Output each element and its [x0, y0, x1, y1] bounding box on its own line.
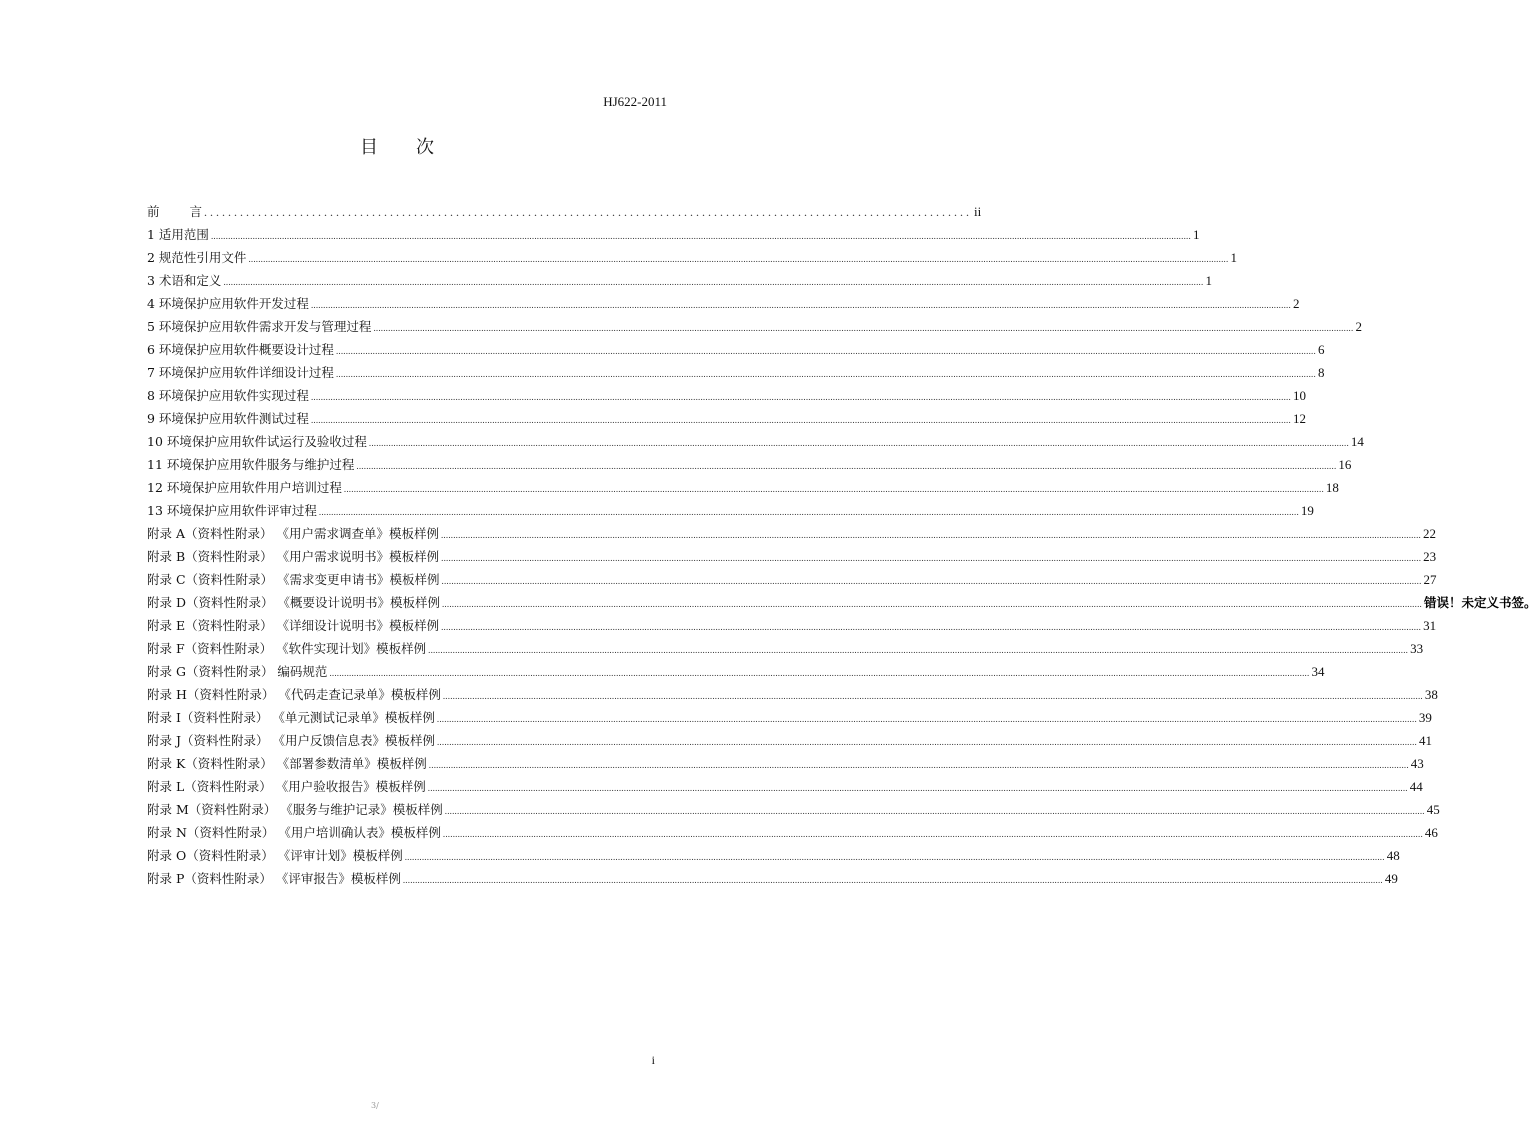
- toc-dot-leader: ................................................................................................................................................................................................................................................................................................................................................................................................................: [441, 553, 1422, 563]
- toc-entry-page: 1: [1205, 273, 1212, 288]
- toc-entry-page: 46: [1424, 825, 1438, 840]
- toc-entry-label: 附录 K（资料性附录） 《部署参数清单》模板样例: [147, 756, 427, 771]
- toc-entry-page: 27: [1423, 572, 1437, 587]
- toc-entry-page: 38: [1424, 687, 1438, 702]
- toc-entry-page: 34: [1311, 664, 1325, 679]
- toc-entry-page: 14: [1350, 434, 1364, 449]
- toc-entry-label: 附录 J（资料性附录） 《用户反馈信息表》模板样例: [147, 733, 435, 748]
- toc-entry-label: 8 环境保护应用软件实现过程: [147, 388, 309, 403]
- document-code: HJ622-2011: [603, 94, 667, 109]
- toc-entry-label: 1 适用范围: [147, 227, 209, 242]
- footer-mark: 3/: [371, 1101, 379, 1110]
- toc-entry-page: 1: [1192, 227, 1200, 242]
- toc-entry-page: 22: [1422, 526, 1436, 541]
- toc-dot-leader: ................................................................................................................................................................................................................................................................................................................................................................................................................: [318, 507, 1299, 517]
- page-number: i: [651, 1053, 655, 1067]
- toc-entry-label: 5 环境保护应用软件需求开发与管理过程: [147, 319, 372, 334]
- toc-entry-page: 33: [1410, 641, 1424, 656]
- toc-entry-page: 31: [1423, 618, 1437, 633]
- toc-entry[interactable]: [147, 614, 1437, 637]
- toc-dot-leader: ................................................................................................................................................................................................................................................................................................................................................................................................................: [248, 254, 1229, 264]
- toc-entry[interactable]: [147, 867, 1398, 890]
- toc-entry-label: 附录 F（资料性附录） 《软件实现计划》模板样例: [147, 641, 427, 656]
- toc-dot-leader: ................................................................................................................................................................................................................................................................................................................................................................................................................: [329, 668, 1310, 678]
- table-of-contents: [147, 200, 1537, 890]
- toc-entry-page: 6: [1317, 342, 1325, 357]
- toc-entry-label: 附录 G（资料性附录） 编码规范: [147, 664, 328, 679]
- toc-entry[interactable]: [147, 752, 1424, 775]
- toc-entry-label: 4 环境保护应用软件开发过程: [147, 296, 309, 311]
- toc-dot-leader: ................................................................................................................................................................................................................................................................................................................................................................................................................: [428, 760, 1409, 770]
- toc-dot-leader: ................................................................................................................................................................................................................................................................................................................................................................................................................: [335, 346, 1316, 356]
- toc-title-part2: 次: [416, 137, 434, 158]
- toc-dot-leader: ................................................................................................................................................................................................................................................................................................................................................................................................................: [436, 714, 1417, 724]
- toc-dot-leader: ................................................................................................................................................................................................................................................................................................................................................................................................................: [343, 484, 1324, 494]
- toc-entry[interactable]: [147, 246, 1237, 269]
- toc-dot-leader: ................................................................................................................................................................................................................................................................................................................................................................................................................: [444, 806, 1425, 816]
- toc-entry-label: 附录 O（资料性附录） 《评审计划》模板样例: [147, 848, 403, 863]
- toc-dot-leader: ................................................................................................................................................................................................................................................................................................................................................................................................................: [356, 461, 1337, 471]
- toc-dot-leader: ................................................................................................................................................................................................................................................................................................................................................................................................................: [440, 530, 1421, 540]
- toc-entry-page: 8: [1317, 365, 1325, 380]
- toc-entry[interactable]: [147, 775, 1423, 798]
- toc-entry-label: 3 术语和定义: [147, 273, 222, 288]
- toc-entry-page: 44: [1409, 779, 1423, 794]
- toc-entry-label: 附录 D（资料性附录） 《概要设计说明书》模板样例: [147, 595, 440, 610]
- toc-entry-label: 12 环境保护应用软件用户培训过程: [147, 480, 342, 495]
- toc-entry-page: 41: [1418, 733, 1432, 748]
- toc-entry-page: ii: [974, 204, 982, 219]
- toc-entry-page: 18: [1325, 480, 1339, 495]
- toc-dot-leader: ................................................................................................................................................................................................................................................................................................................................................................................................................: [441, 622, 1422, 632]
- toc-dot-leader: ................................................................................................................................................................................................................................................................................................................................................................................................................: [402, 875, 1383, 885]
- toc-entry[interactable]: [147, 476, 1339, 499]
- toc-dot-leader: ................................................................................................................................................................................................................................................................................................................................................................................................................: [441, 599, 1422, 609]
- toc-entry[interactable]: [147, 637, 1424, 660]
- toc-entry-label: 前 言: [147, 204, 203, 219]
- toc-entry-label: 附录 M（资料性附录） 《服务与维护记录》模板样例: [147, 802, 443, 817]
- toc-entry-page: 1: [1230, 250, 1237, 265]
- toc-title-part1: 目: [360, 137, 378, 158]
- toc-entry-label: 附录 H（资料性附录） 《代码走查记录单》模板样例: [147, 687, 441, 702]
- toc-entry[interactable]: [147, 269, 1212, 292]
- toc-entry-label: 10 环境保护应用软件试运行及验收过程: [147, 434, 367, 449]
- toc-entry-label: 附录 L（资料性附录） 《用户验收报告》模板样例: [147, 779, 426, 794]
- toc-entry-page: 45: [1426, 802, 1440, 817]
- toc-dot-leader: ................................................................................................................................: [204, 205, 973, 219]
- toc-dot-leader: ................................................................................................................................................................................................................................................................................................................................................................................................................: [373, 323, 1354, 333]
- toc-entry-label: 11 环境保护应用软件服务与维护过程: [147, 457, 355, 472]
- toc-entry-label: 附录 A（资料性附录） 《用户需求调查单》模板样例: [147, 526, 439, 541]
- toc-entry-label: 附录 N（资料性附录） 《用户培训确认表》模板样例: [147, 825, 441, 840]
- toc-entry[interactable]: [147, 545, 1437, 568]
- toc-entry-page: 48: [1386, 848, 1400, 863]
- toc-dot-leader: ................................................................................................................................................................................................................................................................................................................................................................................................................: [310, 300, 1291, 310]
- toc-entry[interactable]: [147, 568, 1437, 591]
- toc-dot-leader: ................................................................................................................................................................................................................................................................................................................................................................................................................: [436, 737, 1417, 747]
- toc-dot-leader: ................................................................................................................................................................................................................................................................................................................................................................................................................: [427, 783, 1408, 793]
- toc-entry-label: 6 环境保护应用软件概要设计过程: [147, 342, 334, 357]
- toc-entry[interactable]: [147, 499, 1314, 522]
- toc-dot-leader: ................................................................................................................................................................................................................................................................................................................................................................................................................: [404, 852, 1385, 862]
- toc-entry[interactable]: [147, 430, 1364, 453]
- toc-dot-leader: ................................................................................................................................................................................................................................................................................................................................................................................................................: [441, 576, 1422, 586]
- toc-entry-page: 43: [1410, 756, 1424, 771]
- toc-entry[interactable]: [147, 361, 1325, 384]
- toc-entry-page-error: 错误！未定义书签。: [1423, 595, 1537, 610]
- toc-dot-leader: ................................................................................................................................................................................................................................................................................................................................................................................................................: [223, 277, 1204, 287]
- toc-dot-leader: ................................................................................................................................................................................................................................................................................................................................................................................................................: [310, 392, 1291, 402]
- toc-entry-page: 39: [1418, 710, 1432, 725]
- toc-entry-label: 9 环境保护应用软件测试过程: [147, 411, 309, 426]
- toc-entry[interactable]: [147, 798, 1440, 821]
- toc-entry-label: 13 环境保护应用软件评审过程: [147, 503, 317, 518]
- toc-entry-page: 10: [1292, 388, 1306, 403]
- toc-entry-label: 附录 I（资料性附录） 《单元测试记录单》模板样例: [147, 710, 435, 725]
- toc-entry-page: 12: [1292, 411, 1306, 426]
- toc-entry[interactable]: [147, 844, 1400, 867]
- toc-entry[interactable]: [147, 315, 1362, 338]
- toc-entry-label: 2 规范性引用文件: [147, 250, 247, 265]
- toc-entry[interactable]: [147, 522, 1436, 545]
- toc-entry-page: 19: [1300, 503, 1314, 518]
- toc-entry-label: 附录 B（资料性附录） 《用户需求说明书》模板样例: [147, 549, 440, 564]
- toc-entry[interactable]: [147, 384, 1306, 407]
- toc-entry-label: 附录 C（资料性附录） 《需求变更申请书》模板样例: [147, 572, 440, 587]
- toc-entry[interactable]: [147, 453, 1352, 476]
- toc-entry-label: 附录 P（资料性附录） 《评审报告》模板样例: [147, 871, 401, 886]
- toc-entry[interactable]: [147, 223, 1200, 246]
- toc-title: [0, 133, 794, 159]
- toc-entry[interactable]: [147, 683, 1438, 706]
- toc-entry-page: 23: [1423, 549, 1437, 564]
- toc-entry[interactable]: [147, 338, 1325, 361]
- toc-dot-leader: ................................................................................................................................................................................................................................................................................................................................................................................................................: [310, 415, 1291, 425]
- toc-entry-page: 2: [1292, 296, 1300, 311]
- toc-entry-label: 附录 E（资料性附录） 《详细设计说明书》模板样例: [147, 618, 440, 633]
- toc-entry-page: 49: [1384, 871, 1398, 886]
- toc-dot-leader: ................................................................................................................................................................................................................................................................................................................................................................................................................: [368, 438, 1349, 448]
- toc-entry[interactable]: [147, 660, 1325, 683]
- toc-dot-leader: ................................................................................................................................................................................................................................................................................................................................................................................................................: [428, 645, 1409, 655]
- toc-entry[interactable]: [147, 407, 1306, 430]
- toc-dot-leader: ................................................................................................................................................................................................................................................................................................................................................................................................................: [335, 369, 1316, 379]
- toc-dot-leader: ................................................................................................................................................................................................................................................................................................................................................................................................................: [210, 231, 1191, 241]
- toc-entry[interactable]: [147, 821, 1438, 844]
- toc-entry-preface[interactable]: [147, 200, 982, 223]
- toc-entry[interactable]: [147, 729, 1432, 752]
- toc-entry[interactable]: [147, 706, 1432, 729]
- toc-dot-leader: ................................................................................................................................................................................................................................................................................................................................................................................................................: [442, 829, 1423, 839]
- toc-entry[interactable]: [147, 292, 1300, 315]
- toc-dot-leader: ................................................................................................................................................................................................................................................................................................................................................................................................................: [442, 691, 1423, 701]
- toc-entry-page: 16: [1338, 457, 1352, 472]
- toc-entry-label: 7 环境保护应用软件详细设计过程: [147, 365, 334, 380]
- toc-entry[interactable]: [147, 591, 1537, 614]
- toc-entry-page: 2: [1355, 319, 1362, 334]
